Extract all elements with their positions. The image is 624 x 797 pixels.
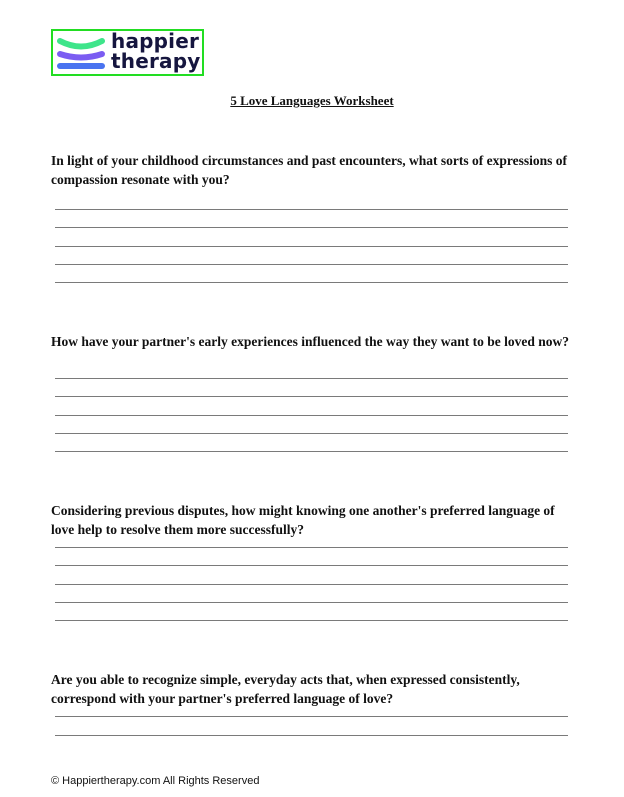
answer-line[interactable]	[55, 246, 568, 247]
answer-line[interactable]	[55, 378, 568, 379]
answer-line[interactable]	[55, 716, 568, 717]
answer-line[interactable]	[55, 433, 568, 434]
answer-line[interactable]	[55, 264, 568, 265]
question-2: How have your partner's early experiences influenced the way they want to be loved now?	[51, 334, 569, 349]
answer-line[interactable]	[55, 227, 568, 228]
answer-line[interactable]	[55, 209, 568, 210]
question-1: In light of your childhood circumstances and past encounters, what sorts of expressions of compassion resonate with you?	[51, 153, 568, 187]
answer-line[interactable]	[55, 282, 568, 283]
answer-line[interactable]	[55, 602, 568, 603]
logo-line-1: happier	[111, 29, 200, 53]
copyright-footer: © Happiertherapy.com All Rights Reserved	[51, 775, 260, 787]
answer-line[interactable]	[55, 620, 568, 621]
logo-wordmark	[111, 31, 200, 71]
answer-line[interactable]	[55, 396, 568, 397]
answer-line[interactable]	[55, 584, 568, 585]
answer-line[interactable]	[55, 565, 568, 566]
question-3: Considering previous disputes, how might knowing one another's preferred language of love help to resolve them more successfully?	[51, 503, 555, 537]
answer-line[interactable]	[55, 547, 568, 548]
logo-stripes-icon	[56, 35, 108, 73]
page-title: 5 Love Languages Worksheet	[230, 93, 394, 108]
answer-line[interactable]	[55, 415, 568, 416]
happier-therapy-logo	[51, 29, 204, 76]
answer-line[interactable]	[55, 451, 568, 452]
question-4: Are you able to recognize simple, everyday acts that, when expressed consistently, correspond with your partner's preferred language of love?	[51, 672, 520, 706]
answer-line[interactable]	[55, 735, 568, 736]
logo-line-2: therapy	[111, 49, 201, 73]
